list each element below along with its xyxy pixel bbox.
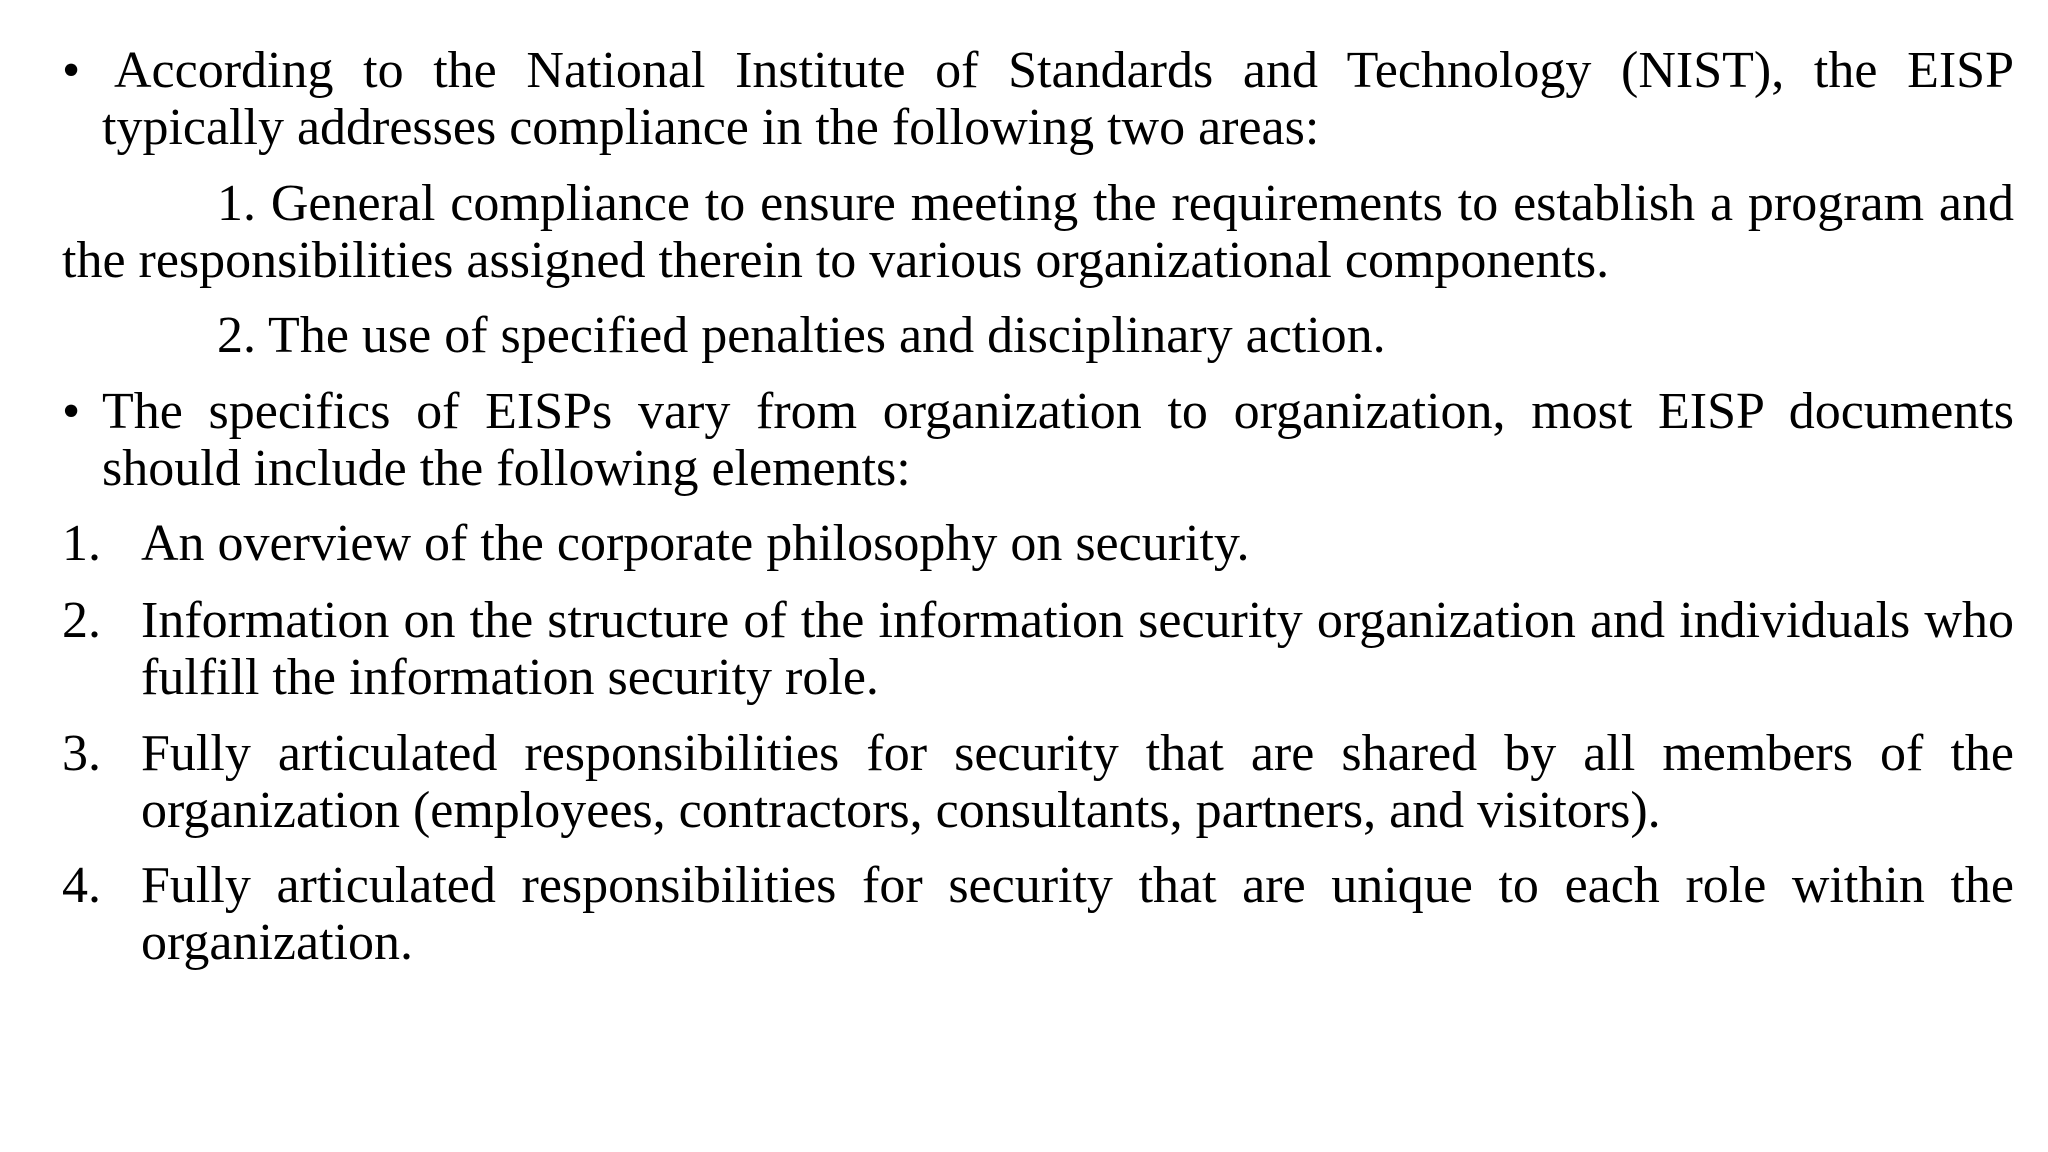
compliance-area-text: 1. General compliance to ensure meeting the requirements to establish a program and the responsibilities assigned therein to various organizational components.	[62, 175, 2014, 289]
element-number: 3.	[62, 725, 101, 782]
element-number: 4.	[62, 857, 101, 914]
element-item	[0, 515, 2048, 572]
element-item	[0, 725, 2048, 839]
bullet-text: The specifics of EISPs vary from organization to organization, most EISP documents should include the following elements:	[102, 383, 2014, 497]
bullet-text: According to the National Institute of Standards and Technology (NIST), the EISP typically addresses compliance in the following two areas:	[102, 42, 2014, 156]
element-number: 1.	[62, 515, 101, 572]
compliance-area-item	[0, 307, 2048, 364]
bullet-item	[0, 383, 2048, 497]
bullet-item	[0, 42, 2048, 156]
element-text: Information on the structure of the information security organization and individuals who fulfill the information security role.	[141, 592, 2014, 706]
compliance-area-item	[0, 175, 2048, 289]
element-text: Fully articulated responsibilities for security that are unique to each role within the organization.	[141, 857, 2014, 971]
element-item	[0, 857, 2048, 971]
element-text: An overview of the corporate philosophy on security.	[141, 515, 1250, 572]
element-text: Fully articulated responsibilities for security that are shared by all members of the organization (employees, contractors, consultants, partners, and visitors).	[141, 725, 2014, 839]
compliance-area-text: 2. The use of specified penalties and disciplinary action.	[217, 307, 1386, 364]
bullet-marker: •	[62, 42, 81, 99]
element-item	[0, 592, 2048, 706]
bullet-marker: •	[62, 383, 81, 440]
element-number: 2.	[62, 592, 101, 649]
